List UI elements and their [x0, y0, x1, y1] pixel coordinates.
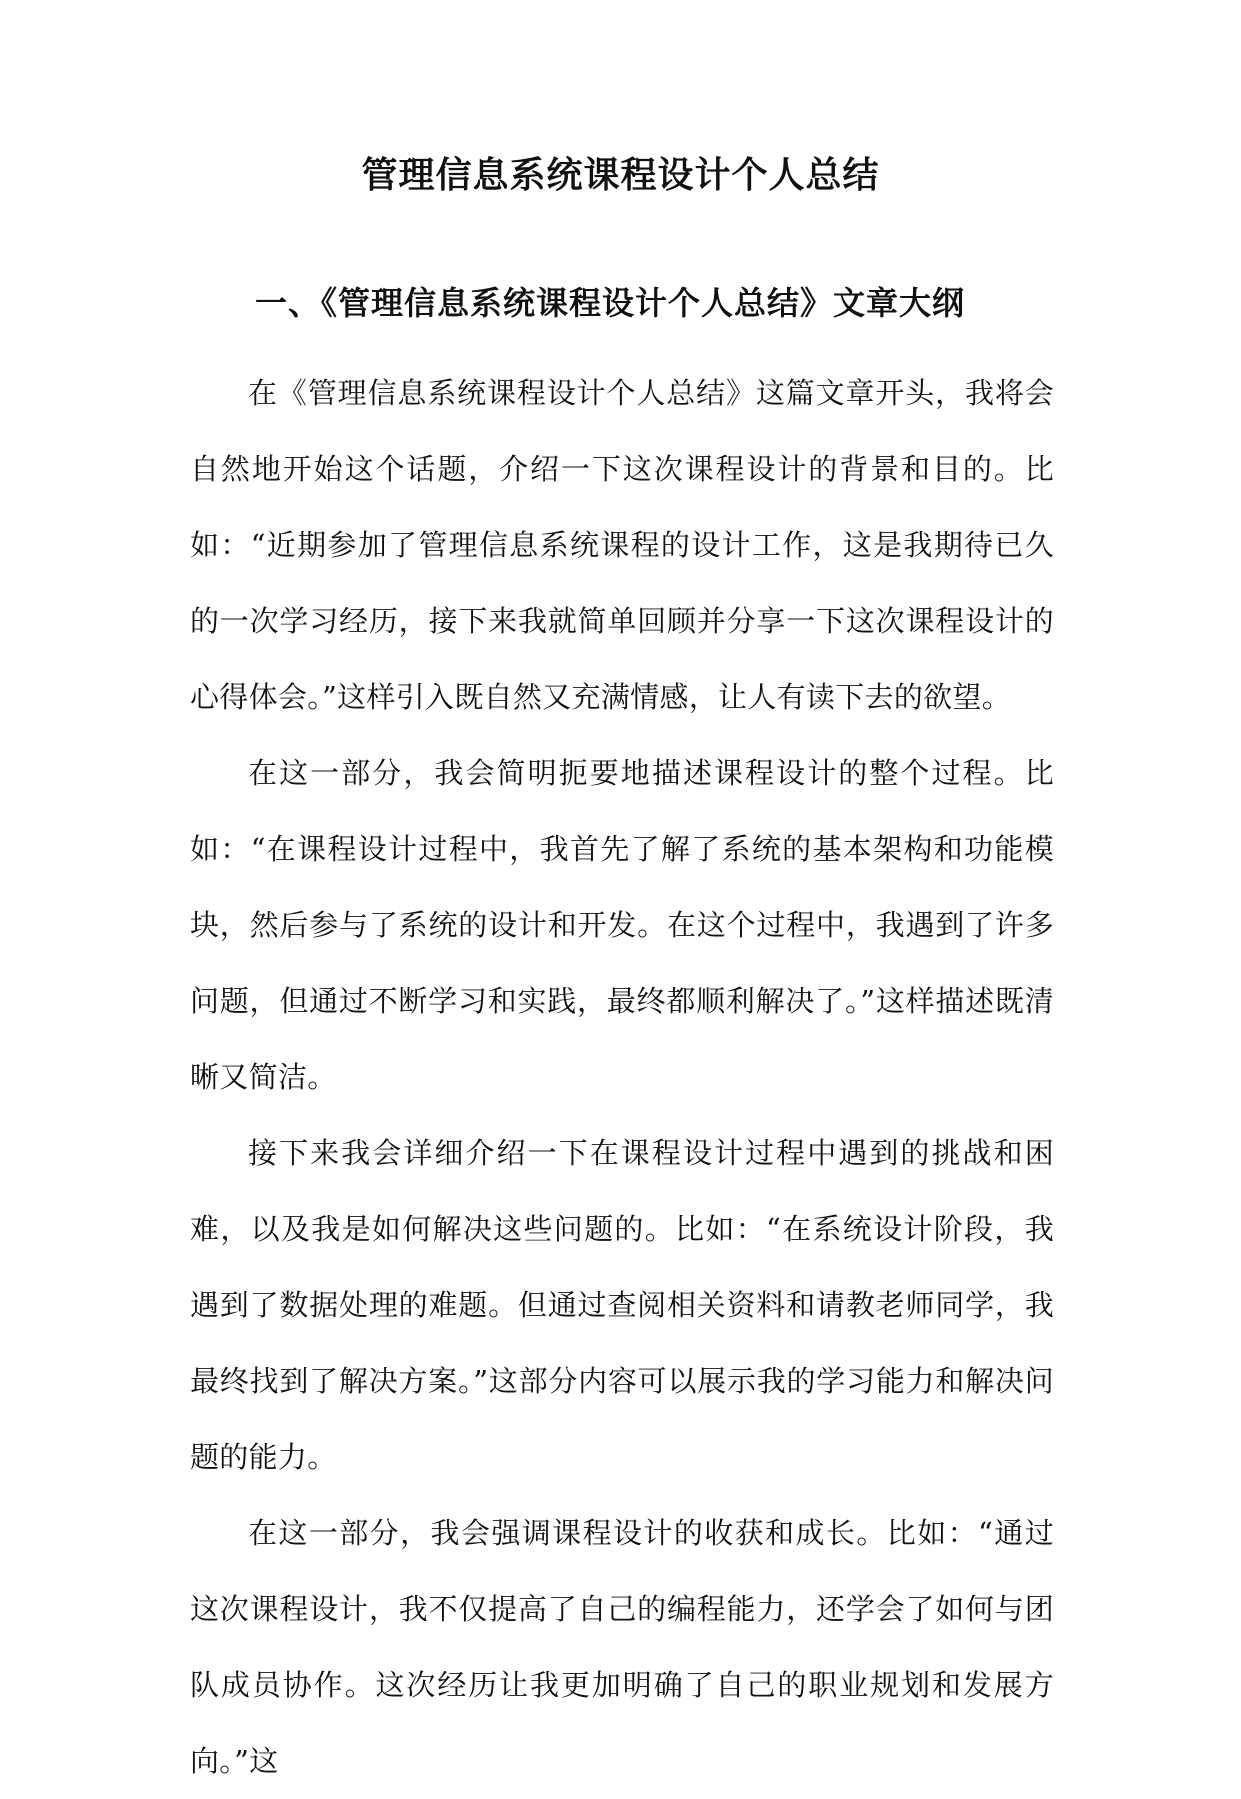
document-body — [190, 355, 1054, 1799]
paragraph-introduction: 在《管理信息系统课程设计个人总结》这篇文章开头，我将会自然地开始这个话题，介绍一下这次课程设计的背景和目的。比如：“近期参加了管理信息系统课程的设计工作，这是我期待已久的一次学习经历，接下来我就简单回顾并分享一下这次课程设计的心得体会。”这样引入既自然又充满情感，让人有读下去的欲望。 — [190, 376, 1054, 714]
paragraph-gains: 在这一部分，我会强调课程设计的收获和成长。比如：“通过这次课程设计，我不仅提高了自己的编程能力，还学会了如何与团队成员协作。这次经历让我更加明确了自己的职业规划和发展方向。”这 — [190, 1516, 1054, 1778]
paragraph-challenges: 接下来我会详细介绍一下在课程设计过程中遇到的挑战和困难，以及我是如何解决这些问题的。比如：“在系统设计阶段，我遇到了数据处理的难题。但通过查阅相关资料和请教老师同学，我最终找到了解决方案。”这部分内容可以展示我的学习能力和解决问题的能力。 — [190, 1136, 1054, 1474]
paragraph-process: 在这一部分，我会简明扼要地描述课程设计的整个过程。比如：“在课程设计过程中，我首先了解了系统的基本架构和功能模块，然后参与了系统的设计和开发。在这个过程中，我遇到了许多问题，但通过不断学习和实践，最终都顺利解决了。”这样描述既清晰又简洁。 — [190, 756, 1054, 1094]
document-title: 管理信息系统课程设计个人总结 — [361, 154, 880, 196]
section-heading-outline: 一、《管理信息系统课程设计个人总结》文章大纲 — [255, 284, 966, 322]
